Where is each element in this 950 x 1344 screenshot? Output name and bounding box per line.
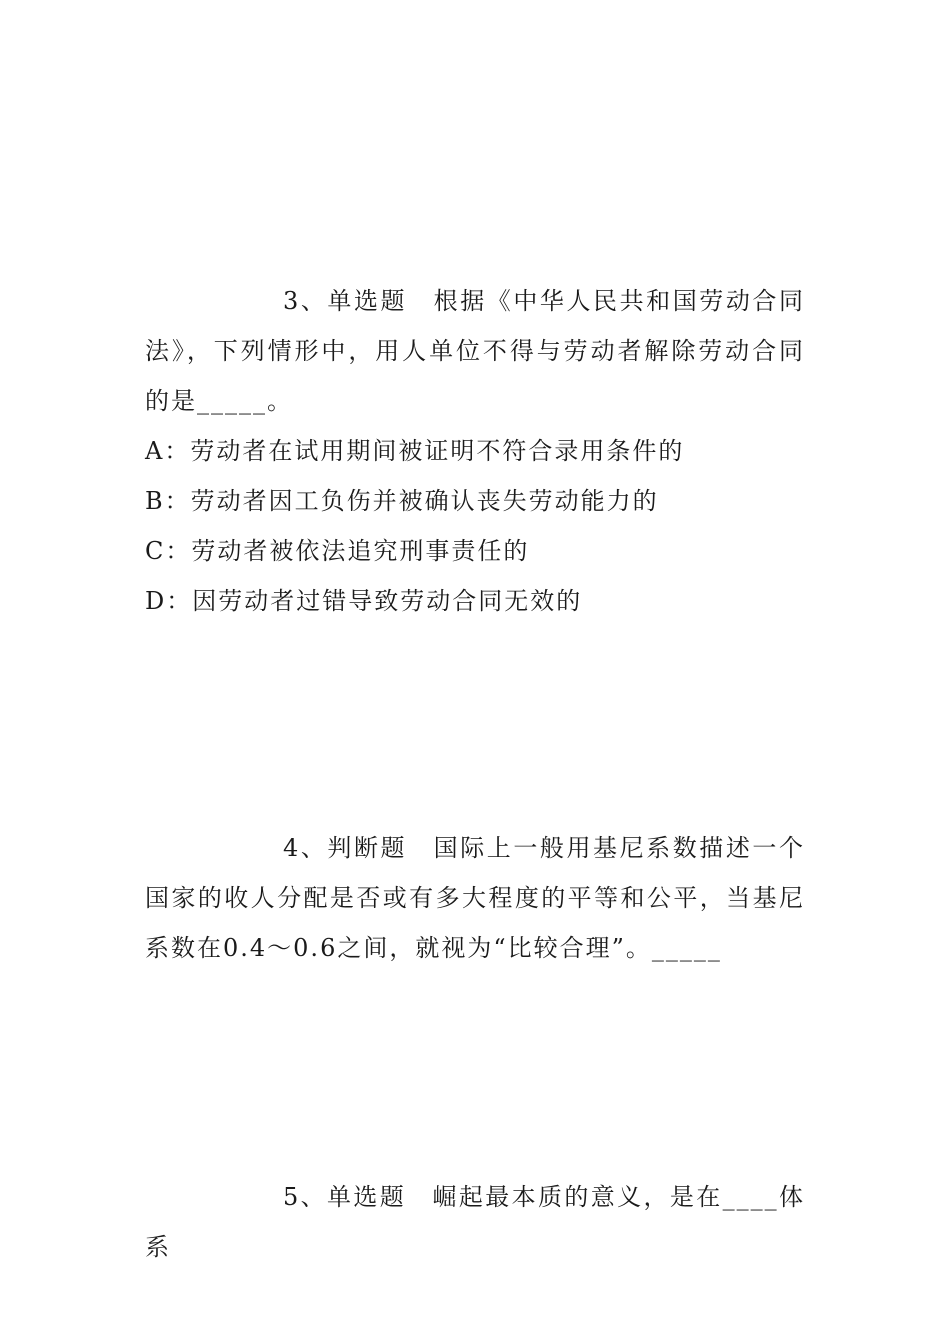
question-3-option-d: D：因劳动者过错导致劳动合同无效的 xyxy=(145,587,583,615)
question-3-stem: 3、单选题 根据《中华人民共和国劳动合同法》，下列情形中，用人单位不得与劳动者解除劳动合同的是_____。 xyxy=(145,287,805,415)
question-3 xyxy=(145,276,805,626)
question-4 xyxy=(145,823,805,973)
question-3-option-c: C：劳动者被依法追究刑事责任的 xyxy=(145,537,530,565)
question-5 xyxy=(145,1172,805,1272)
question-4-stem: 4、判断题 国际上一般用基尼系数描述一个国家的收人分配是否或有多大程度的平等和公平，当基尼系数在0.4～0.6之间，就视为“比较合理”。_____ xyxy=(145,834,805,962)
question-3-option-b: B：劳动者因工负伤并被确认丧失劳动能力的 xyxy=(145,487,659,515)
question-3-options xyxy=(145,426,805,626)
question-5-stem: 5、单选题 崛起最本质的意义，是在____体系 xyxy=(145,1183,805,1261)
question-3-option-a: A：劳动者在试用期间被证明不符合录用条件的 xyxy=(145,437,685,465)
